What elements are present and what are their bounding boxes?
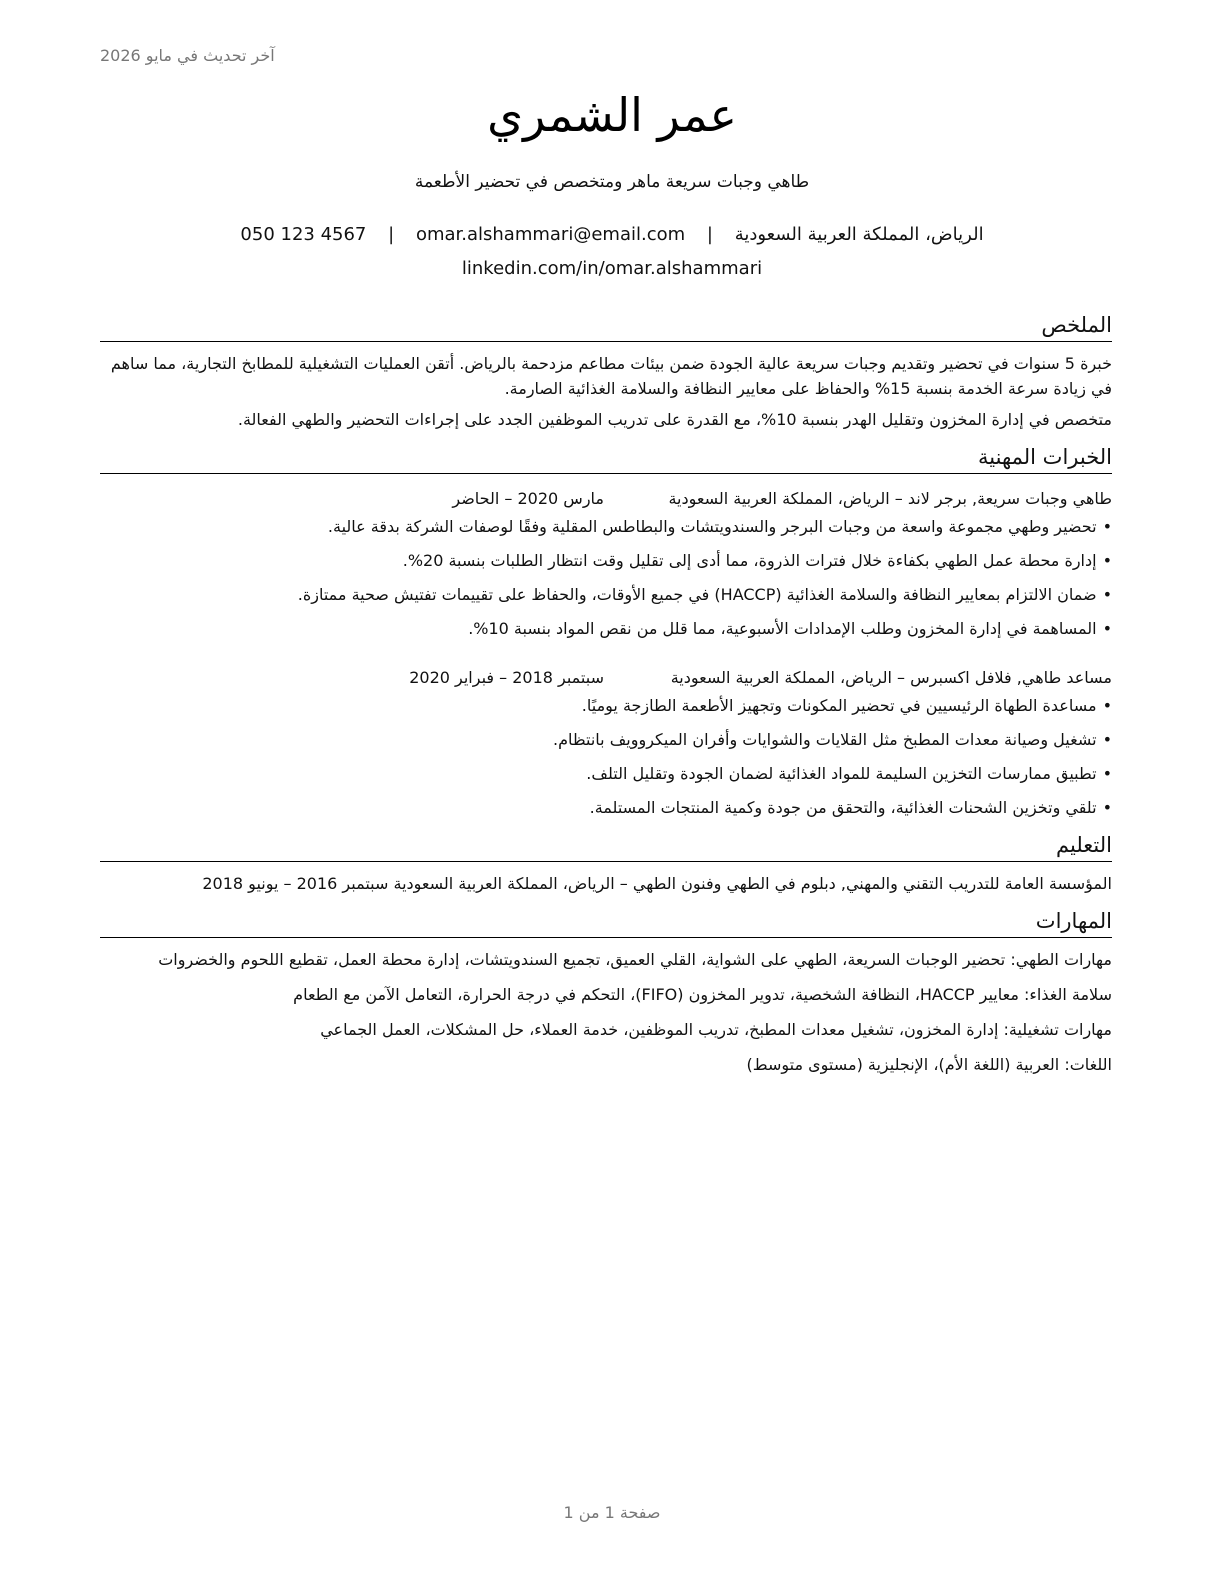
bullet-text: إدارة محطة عمل الطهي بكفاءة خلال فترات الذروة، مما أدى إلى تقليل وقت انتظار الطلبات بنسبة 20%. [402, 551, 1097, 570]
last-updated: آخر تحديث في مايو 2026 [100, 46, 275, 65]
contact-phone[interactable]: 050 123 4567 [240, 224, 367, 245]
job-bullet [100, 582, 1112, 607]
bullet-text: تحضير وطهي مجموعة واسعة من وجبات البرجر والسندويتشات والبطاطس المقلية وفقًا لوصفات الشركة بدقة عالية. [327, 517, 1097, 536]
contact-email[interactable]: omar.alshammari@email.com [415, 224, 686, 245]
contact-separator: | [706, 224, 713, 245]
bullet-icon: • [1102, 730, 1112, 749]
bullet-icon: • [1102, 696, 1112, 715]
bullet-text: ضمان الالتزام بمعايير النظافة والسلامة الغذائية (HACCP) في جميع الأوقات، والحفاظ على تقييمات تفتيش صحية ممتازة. [297, 585, 1097, 604]
resume-body [100, 310, 1112, 1077]
bullet-icon: • [1102, 517, 1112, 536]
job-entry [100, 665, 1112, 820]
skill-line: اللغات: العربية (اللغة الأم)، الإنجليزية (مستوى متوسط) [746, 1055, 1112, 1074]
section-heading-summary: الملخص [100, 310, 1112, 342]
summary-paragraph: متخصص في إدارة المخزون وتقليل الهدر بنسبة 10%، مع القدرة على تدريب الموظفين الجدد على إجراءات التحضير والطهي الفعالة. [237, 410, 1112, 429]
bullet-icon: • [1102, 551, 1112, 570]
contact-linkedin[interactable]: linkedin.com/in/omar.alshammari [461, 258, 763, 279]
job-header [100, 665, 1112, 690]
bullet-text: تلقي وتخزين الشحنات الغذائية، والتحقق من جودة وكمية المنتجات المستلمة. [589, 798, 1097, 817]
bullet-text: مساعدة الطهاة الرئيسيين في تحضير المكونات وتجهيز الأطعمة الطازجة يوميًا. [581, 696, 1097, 715]
bullet-icon: • [1102, 764, 1112, 783]
bullet-text: تطبيق ممارسات التخزين السليمة للمواد الغذائية لضمان الجودة وتقليل التلف. [586, 764, 1097, 783]
contact-separator: | [388, 224, 395, 245]
page-number: صفحة 1 من 1 [563, 1503, 661, 1522]
section-heading-education: التعليم [100, 830, 1112, 862]
job-header [100, 486, 1112, 511]
job-dates: مارس 2020 – الحاضر [452, 489, 604, 508]
job-bullet [100, 727, 1112, 752]
job-bullet [100, 548, 1112, 573]
job-role: طاهي وجبات سريعة, برجر لاند – الرياض، المملكة العربية السعودية [668, 489, 1112, 508]
contact-line [0, 224, 1224, 245]
job-bullets [100, 693, 1112, 820]
skill-line: سلامة الغذاء: معايير HACCP، النظافة الشخصية، تدوير المخزون (FIFO)، التحكم في درجة الحرارة، التعامل الآمن مع الطعام [293, 985, 1112, 1004]
candidate-name: عمر الشمري [487, 88, 737, 142]
job-bullet [100, 693, 1112, 718]
section-heading-experience: الخبرات المهنية [100, 442, 1112, 474]
bullet-icon: • [1102, 798, 1112, 817]
bullet-icon: • [1102, 619, 1112, 638]
job-bullets [100, 514, 1112, 641]
skill-line: مهارات تشغيلية: إدارة المخزون، تشغيل معدات المطبخ، تدريب الموظفين، خدمة العملاء، حل المشكلات، العمل الجماعي [320, 1020, 1112, 1039]
bullet-icon: • [1102, 585, 1112, 604]
job-bullet [100, 514, 1112, 539]
job-bullet [100, 795, 1112, 820]
education-entry: المؤسسة العامة للتدريب التقني والمهني, دبلوم في الطهي وفنون الطهي – الرياض، المملكة العربية السعودية سبتمبر 2016 – يونيو 2018 [202, 874, 1112, 893]
job-dates: سبتمبر 2018 – فبراير 2020 [409, 668, 604, 687]
skills-section [100, 906, 1112, 1077]
education-section [100, 830, 1112, 896]
bullet-text: تشغيل وصيانة معدات المطبخ مثل القلايات والشوايات وأفران الميكروويف بانتظام. [553, 730, 1097, 749]
experience-section [100, 442, 1112, 820]
summary-section [100, 310, 1112, 432]
skill-line: مهارات الطهي: تحضير الوجبات السريعة، الطهي على الشواية، القلي العميق، تجميع السندويتشات، إدارة محطة العمل، تقطيع اللحوم والخضروات [158, 950, 1112, 969]
contact-location: الرياض، المملكة العربية السعودية [734, 224, 984, 245]
candidate-title: طاهي وجبات سريعة ماهر ومتخصص في تحضير الأطعمة [414, 172, 810, 192]
job-bullet [100, 761, 1112, 786]
job-bullet [100, 616, 1112, 641]
bullet-text: المساهمة في إدارة المخزون وطلب الإمدادات الأسبوعية، مما قلل من نقص المواد بنسبة 10%. [468, 619, 1097, 638]
job-entry [100, 486, 1112, 641]
summary-paragraph: خبرة 5 سنوات في تحضير وتقديم وجبات سريعة عالية الجودة ضمن بيئات مطاعم مزدحمة بالرياض. أتقن العمليات التشغيلية للمطابخ التجارية، مما ساهم في زيادة سرعة الخدمة بنسبة 15% والحفاظ على معايير النظافة والسلامة الغذائية الصارمة. [110, 354, 1112, 398]
job-role: مساعد طاهي, فلافل اكسبرس – الرياض، المملكة العربية السعودية [670, 668, 1112, 687]
section-heading-skills: المهارات [100, 906, 1112, 938]
